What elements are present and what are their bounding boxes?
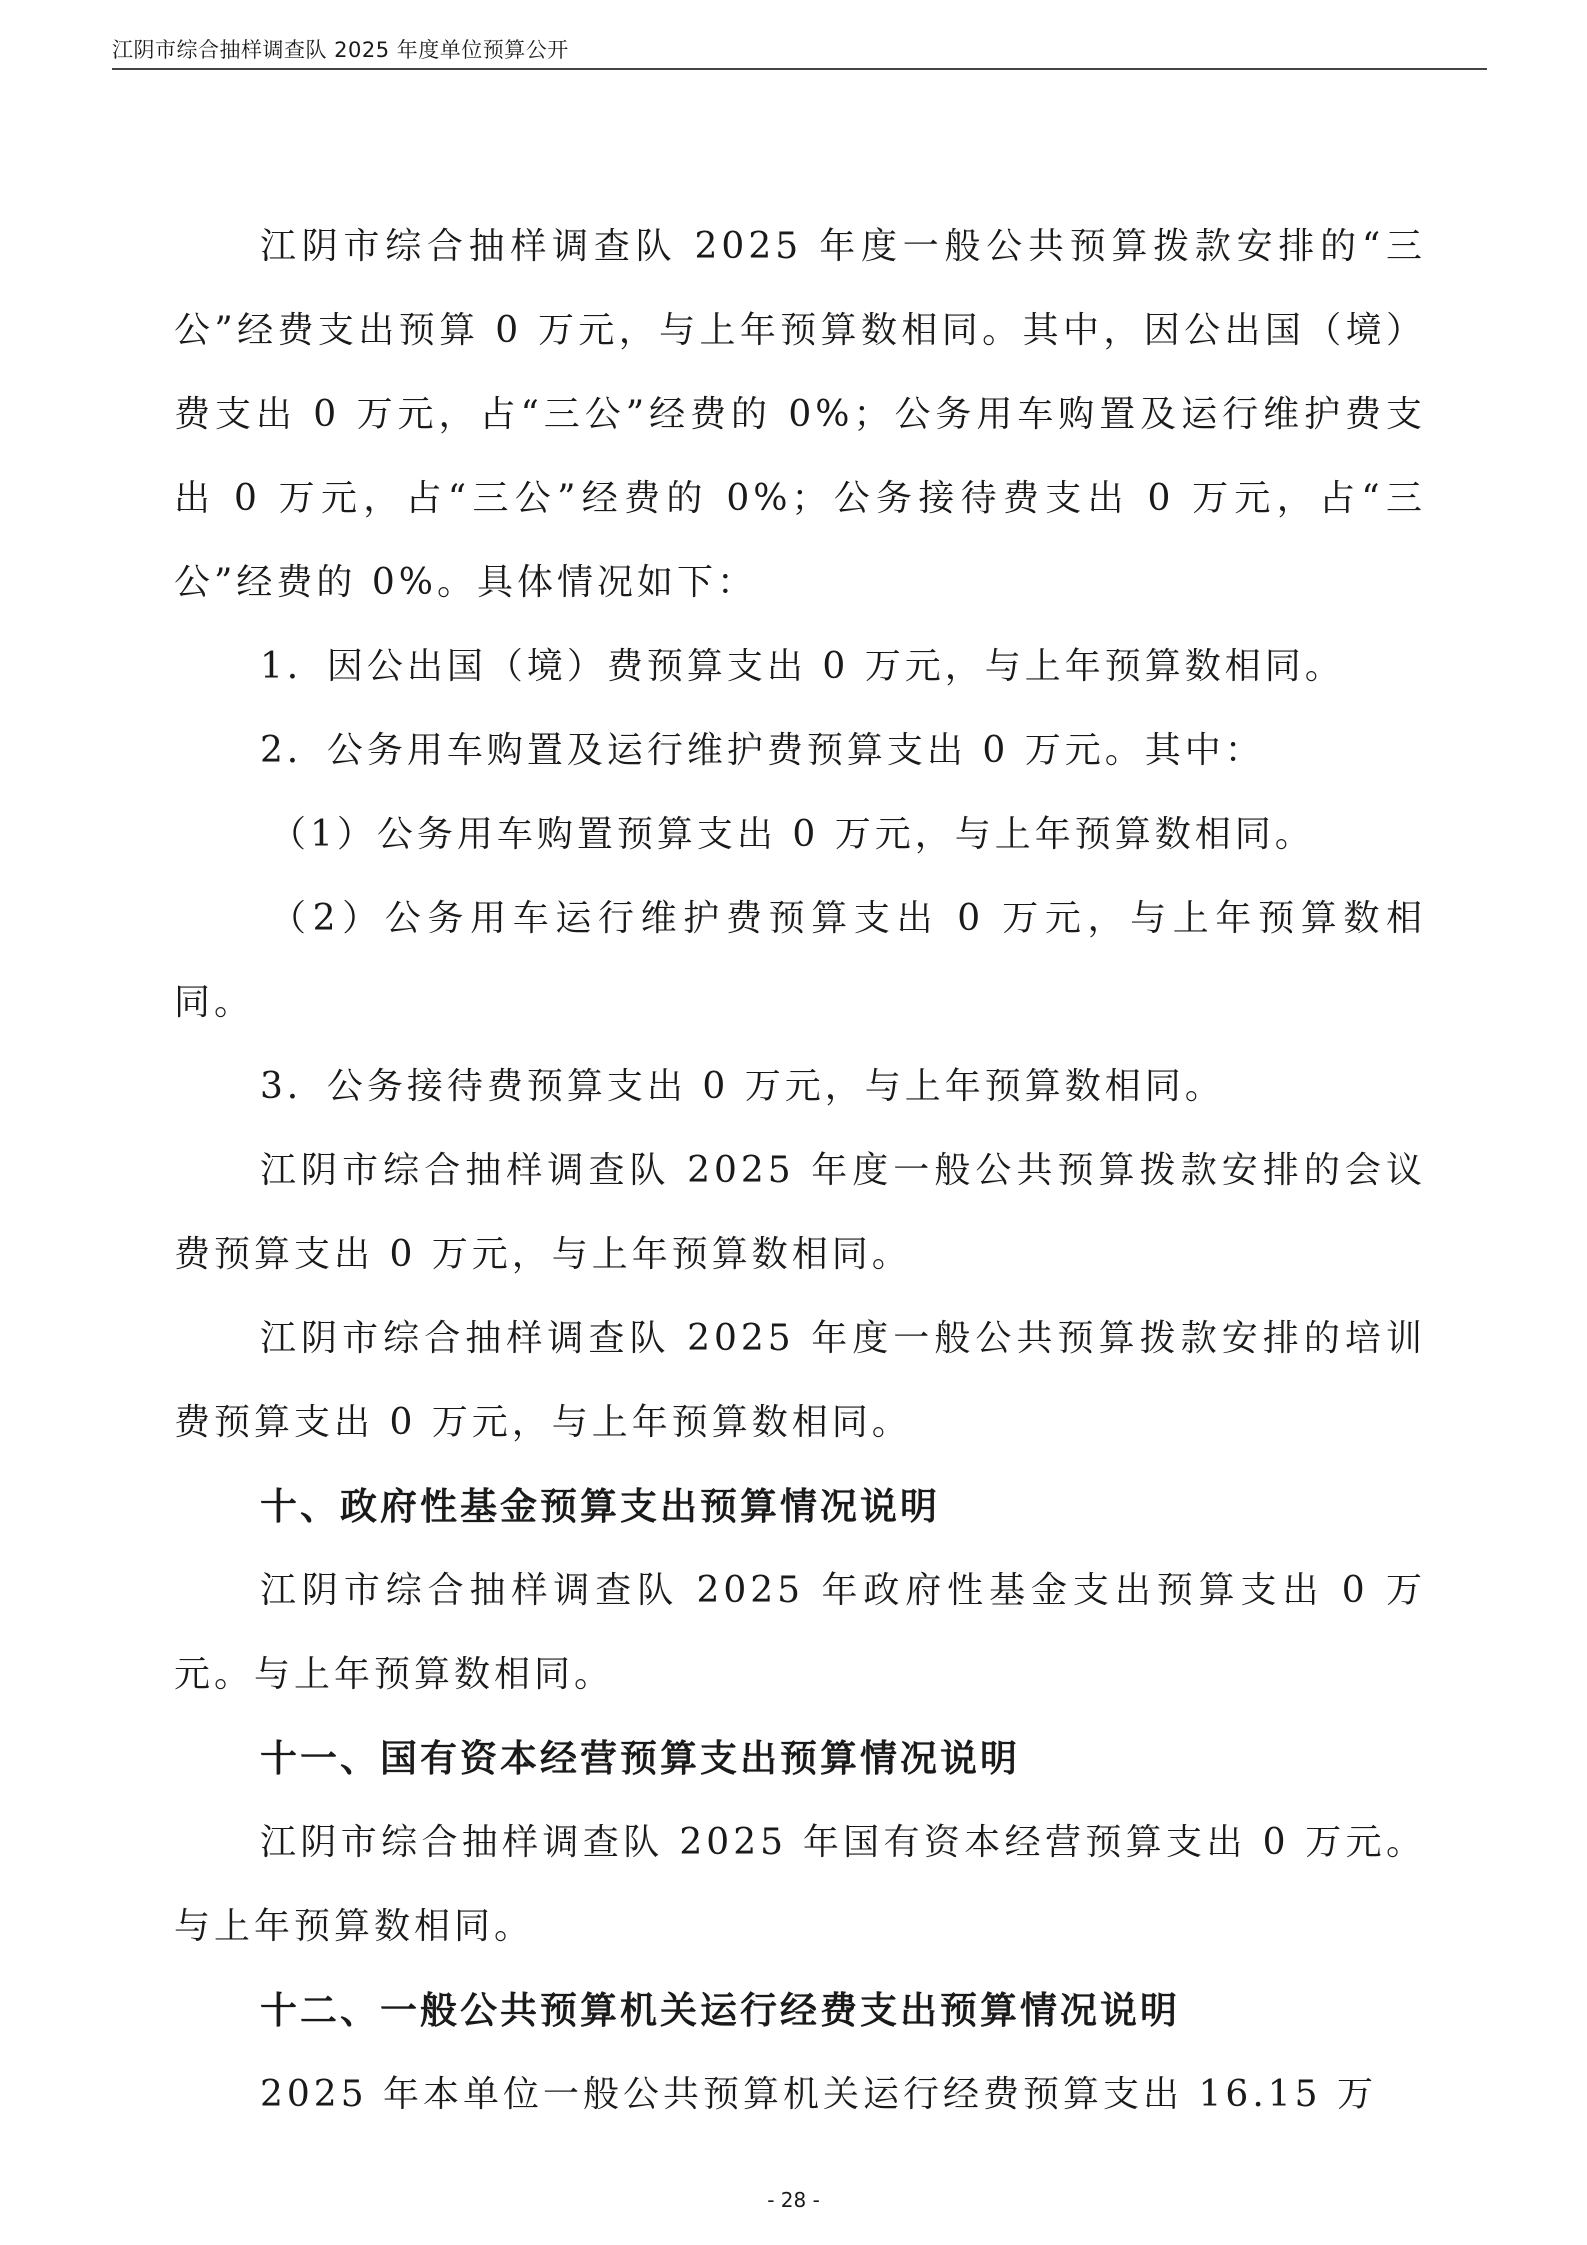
sub-item-vehicle-maintenance: （2）公务用车运行维护费预算支出 0 万元，与上年预算数相同。 (174, 898, 1426, 1023)
list-item-vehicle-expense: 2．公务用车购置及运行维护费预算支出 0 万元。其中： (260, 730, 1265, 771)
section-heading-government-fund: 十、政府性基金预算支出预算情况说明 (260, 1485, 940, 1528)
section-heading-state-capital: 十一、国有资本经营预算支出预算情况说明 (260, 1737, 1020, 1780)
list-item-overseas-expense: 1．因公出国（境）费预算支出 0 万元，与上年预算数相同。 (260, 646, 1345, 687)
section-heading-operating-expense: 十二、一般公共预算机关运行经费支出预算情况说明 (260, 1989, 1180, 2032)
paragraph-operating-expense: 2025 年本单位一般公共预算机关运行经费预算支出 16.15 万 (260, 2074, 1378, 2115)
list-item-reception-expense: 3．公务接待费预算支出 0 万元，与上年预算数相同。 (260, 1066, 1225, 1107)
paragraph-training-expense: 江阴市综合抽样调查队 2025 年度一般公共预算拨款安排的培训费预算支出 0 万元，与上年预算数相同。 (174, 1318, 1426, 1443)
page-number: - 28 - (767, 2188, 820, 2212)
paragraph-government-fund: 江阴市综合抽样调查队 2025 年政府性基金支出预算支出 0 万元。与上年预算数相同。 (174, 1570, 1426, 1695)
sub-item-vehicle-purchase: （1）公务用车购置预算支出 0 万元，与上年预算数相同。 (270, 814, 1315, 855)
paragraph-state-capital: 江阴市综合抽样调查队 2025 年国有资本经营预算支出 0 万元。与上年预算数相同。 (174, 1822, 1426, 1947)
paragraph-three-public-expenses: 江阴市综合抽样调查队 2025 年度一般公共预算拨款安排的“三公”经费支出预算 0 万元，与上年预算数相同。其中，因公出国（境）费支出 0 万元，占“三公”经费的 0%；公务用车购置及运行维护费支出 0 万元，占“三公”经费的 0%；公务接待费支出 0 万元，占“三公”经费的 0%。具体情况如下： (174, 226, 1426, 603)
paragraph-meeting-expense: 江阴市综合抽样调查队 2025 年度一般公共预算拨款安排的会议费预算支出 0 万元，与上年预算数相同。 (174, 1150, 1426, 1275)
header-title: 江阴市综合抽样调查队 2025 年度单位预算公开 (112, 38, 569, 62)
page-header (112, 28, 1487, 70)
document-body (174, 205, 1426, 2137)
